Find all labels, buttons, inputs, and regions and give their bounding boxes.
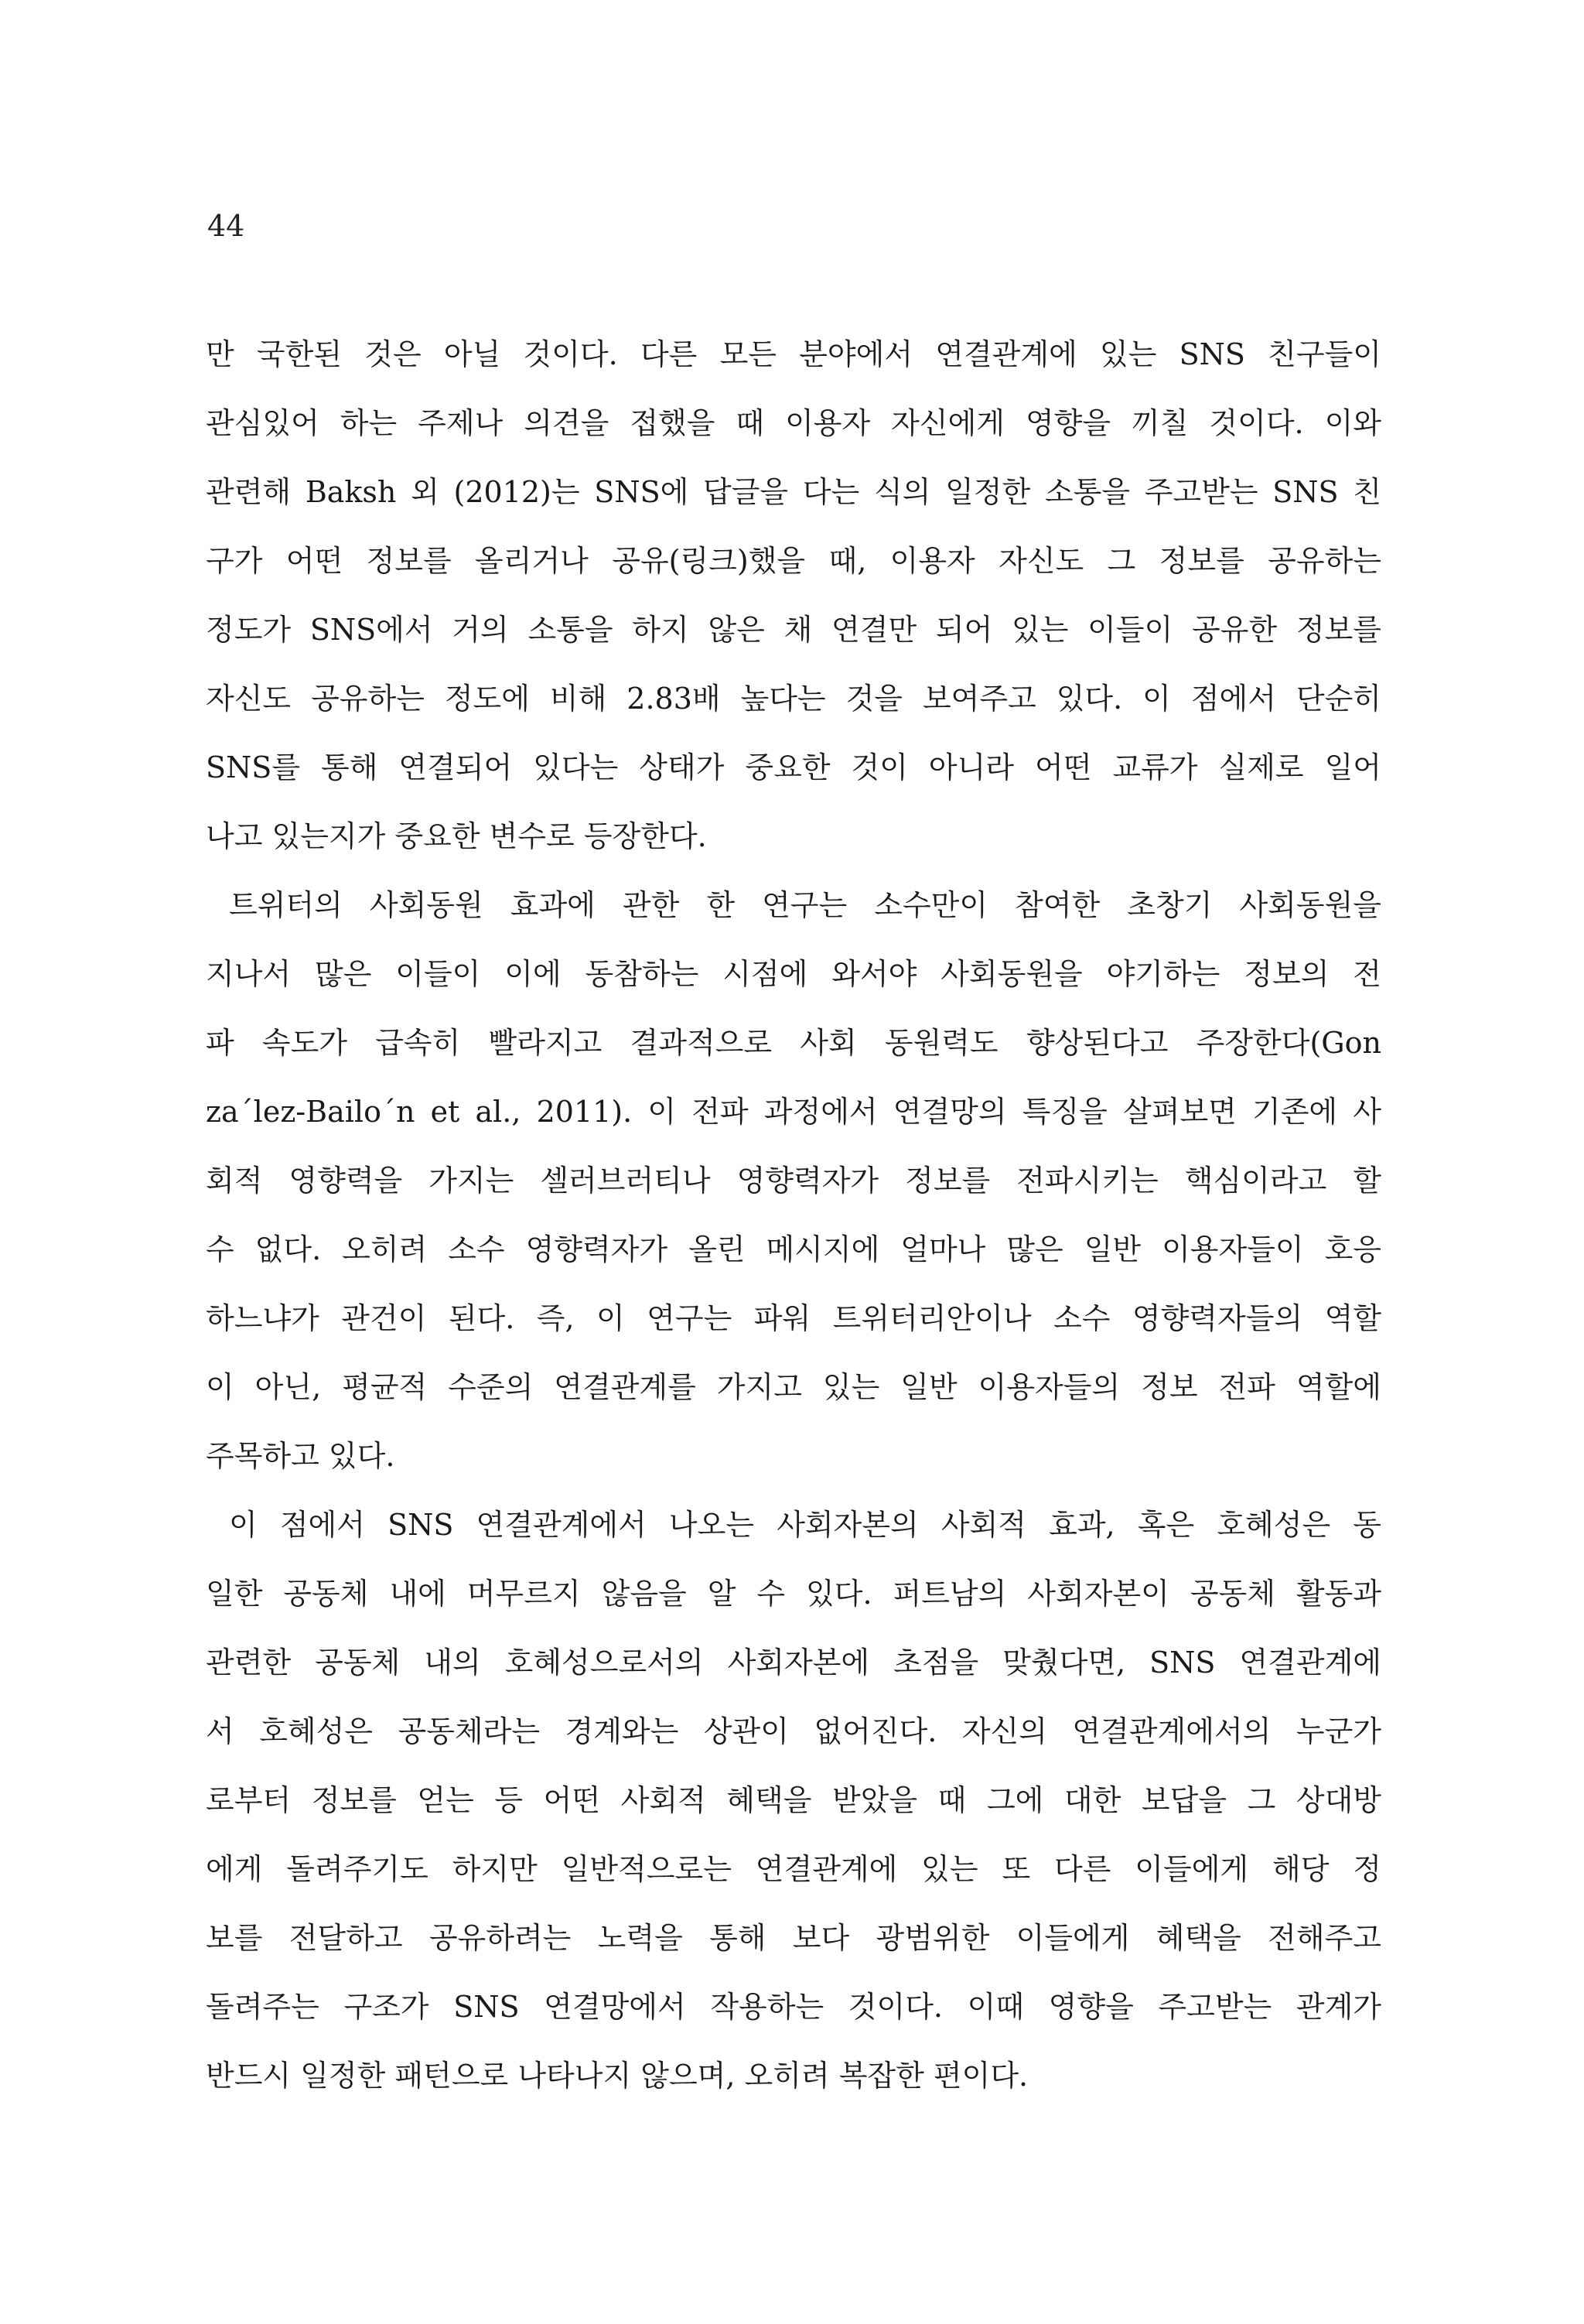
paragraph-3 — [206, 1502, 1381, 2099]
page-number: 44 — [207, 209, 245, 243]
text-line: 수 없다. 오히려 소수 영향력자가 올린 메시지에 얼마나 많은 일반 이용자들이 호응 — [206, 1232, 1381, 1266]
text-line: 트위터의 사회동원 효과에 관한 한 연구는 소수만이 참여한 초창기 사회동원을 — [229, 888, 1381, 922]
text-line: 관심있어 하는 주제나 의견을 접했을 때 이용자 자신에게 영향을 끼칠 것이다. 이와 — [206, 406, 1381, 440]
text-line: 회적 영향력을 가지는 셀러브러티나 영향력자가 정보를 전파시키는 핵심이라고 할 — [206, 1164, 1381, 1198]
text-line: 주목하고 있다. — [206, 1439, 395, 1473]
text-line: 보를 전달하고 공유하려는 노력을 통해 보다 광범위한 이들에게 혜택을 전해주고 — [206, 1921, 1381, 1955]
text-line: 파 속도가 급속히 빨라지고 결과적으로 사회 동원력도 향상된다고 주장한다(Gon — [206, 1026, 1381, 1060]
text-line: 하느냐가 관건이 된다. 즉, 이 연구는 파워 트위터리안이나 소수 영향력자들의 역할 — [206, 1301, 1381, 1335]
text-line: 구가 어떤 정보를 올리거나 공유(링크)했을 때, 이용자 자신도 그 정보를 공유하는 — [206, 544, 1381, 578]
text-line: 일한 공동체 내에 머무르지 않음을 알 수 있다. 퍼트남의 사회자본이 공동체 활동과 — [206, 1577, 1381, 1611]
paragraph-1 — [206, 331, 1381, 860]
text-line: 만 국한된 것은 아닐 것이다. 다른 모든 분야에서 연결관계에 있는 SNS 친구들이 — [206, 337, 1381, 371]
body-text — [206, 331, 1381, 2121]
text-line: 서 호혜성은 공동체라는 경계와는 상관이 없어진다. 자신의 연결관계에서의 누군가 — [206, 1714, 1381, 1748]
text-line: 돌려주는 구조가 SNS 연결망에서 작용하는 것이다. 이때 영향을 주고받는 관계가 — [206, 1990, 1381, 2024]
text-line: 지나서 많은 이들이 이에 동참하는 시점에 와서야 사회동원을 야기하는 정보의 전 — [206, 957, 1381, 991]
text-line: 에게 돌려주기도 하지만 일반적으로는 연결관계에 있는 또 다른 이들에게 해당 정 — [206, 1852, 1381, 1886]
text-line: SNS를 통해 연결되어 있다는 상태가 중요한 것이 아니라 어떤 교류가 실제로 일어 — [206, 750, 1381, 784]
text-line: 관련해 Baksh 외 (2012)는 SNS에 답글을 다는 식의 일정한 소통을 주고받는 SNS 친 — [206, 475, 1381, 509]
text-line: 관련한 공동체 내의 호혜성으로서의 사회자본에 초점을 맞췄다면, SNS 연결관계에 — [206, 1646, 1381, 1680]
text-line: 나고 있는지가 중요한 변수로 등장한다. — [206, 819, 707, 853]
text-line: 이 아닌, 평균적 수준의 연결관계를 가지고 있는 일반 이용자들의 정보 전파 역할에 — [206, 1370, 1381, 1404]
text-line: za´lez-Bailo´n et al., 2011). 이 전파 과정에서 연결망의 특징을 살펴보면 기존에 사 — [206, 1095, 1381, 1129]
text-line: 반드시 일정한 패턴으로 나타나지 않으며, 오히려 복잡한 편이다. — [206, 2059, 1029, 2093]
text-line: 로부터 정보를 얻는 등 어떤 사회적 혜택을 받았을 때 그에 대한 보답을 그 상대방 — [206, 1783, 1382, 1817]
paragraph-2 — [206, 882, 1381, 1479]
text-line: 자신도 공유하는 정도에 비해 2.83배 높다는 것을 보여주고 있다. 이 점에서 단순히 — [206, 682, 1381, 716]
text-line: 정도가 SNS에서 거의 소통을 하지 않은 채 연결만 되어 있는 이들이 공유한 정보를 — [206, 613, 1381, 647]
text-line: 이 점에서 SNS 연결관계에서 나오는 사회자본의 사회적 효과, 혹은 호혜성은 동 — [229, 1508, 1381, 1542]
